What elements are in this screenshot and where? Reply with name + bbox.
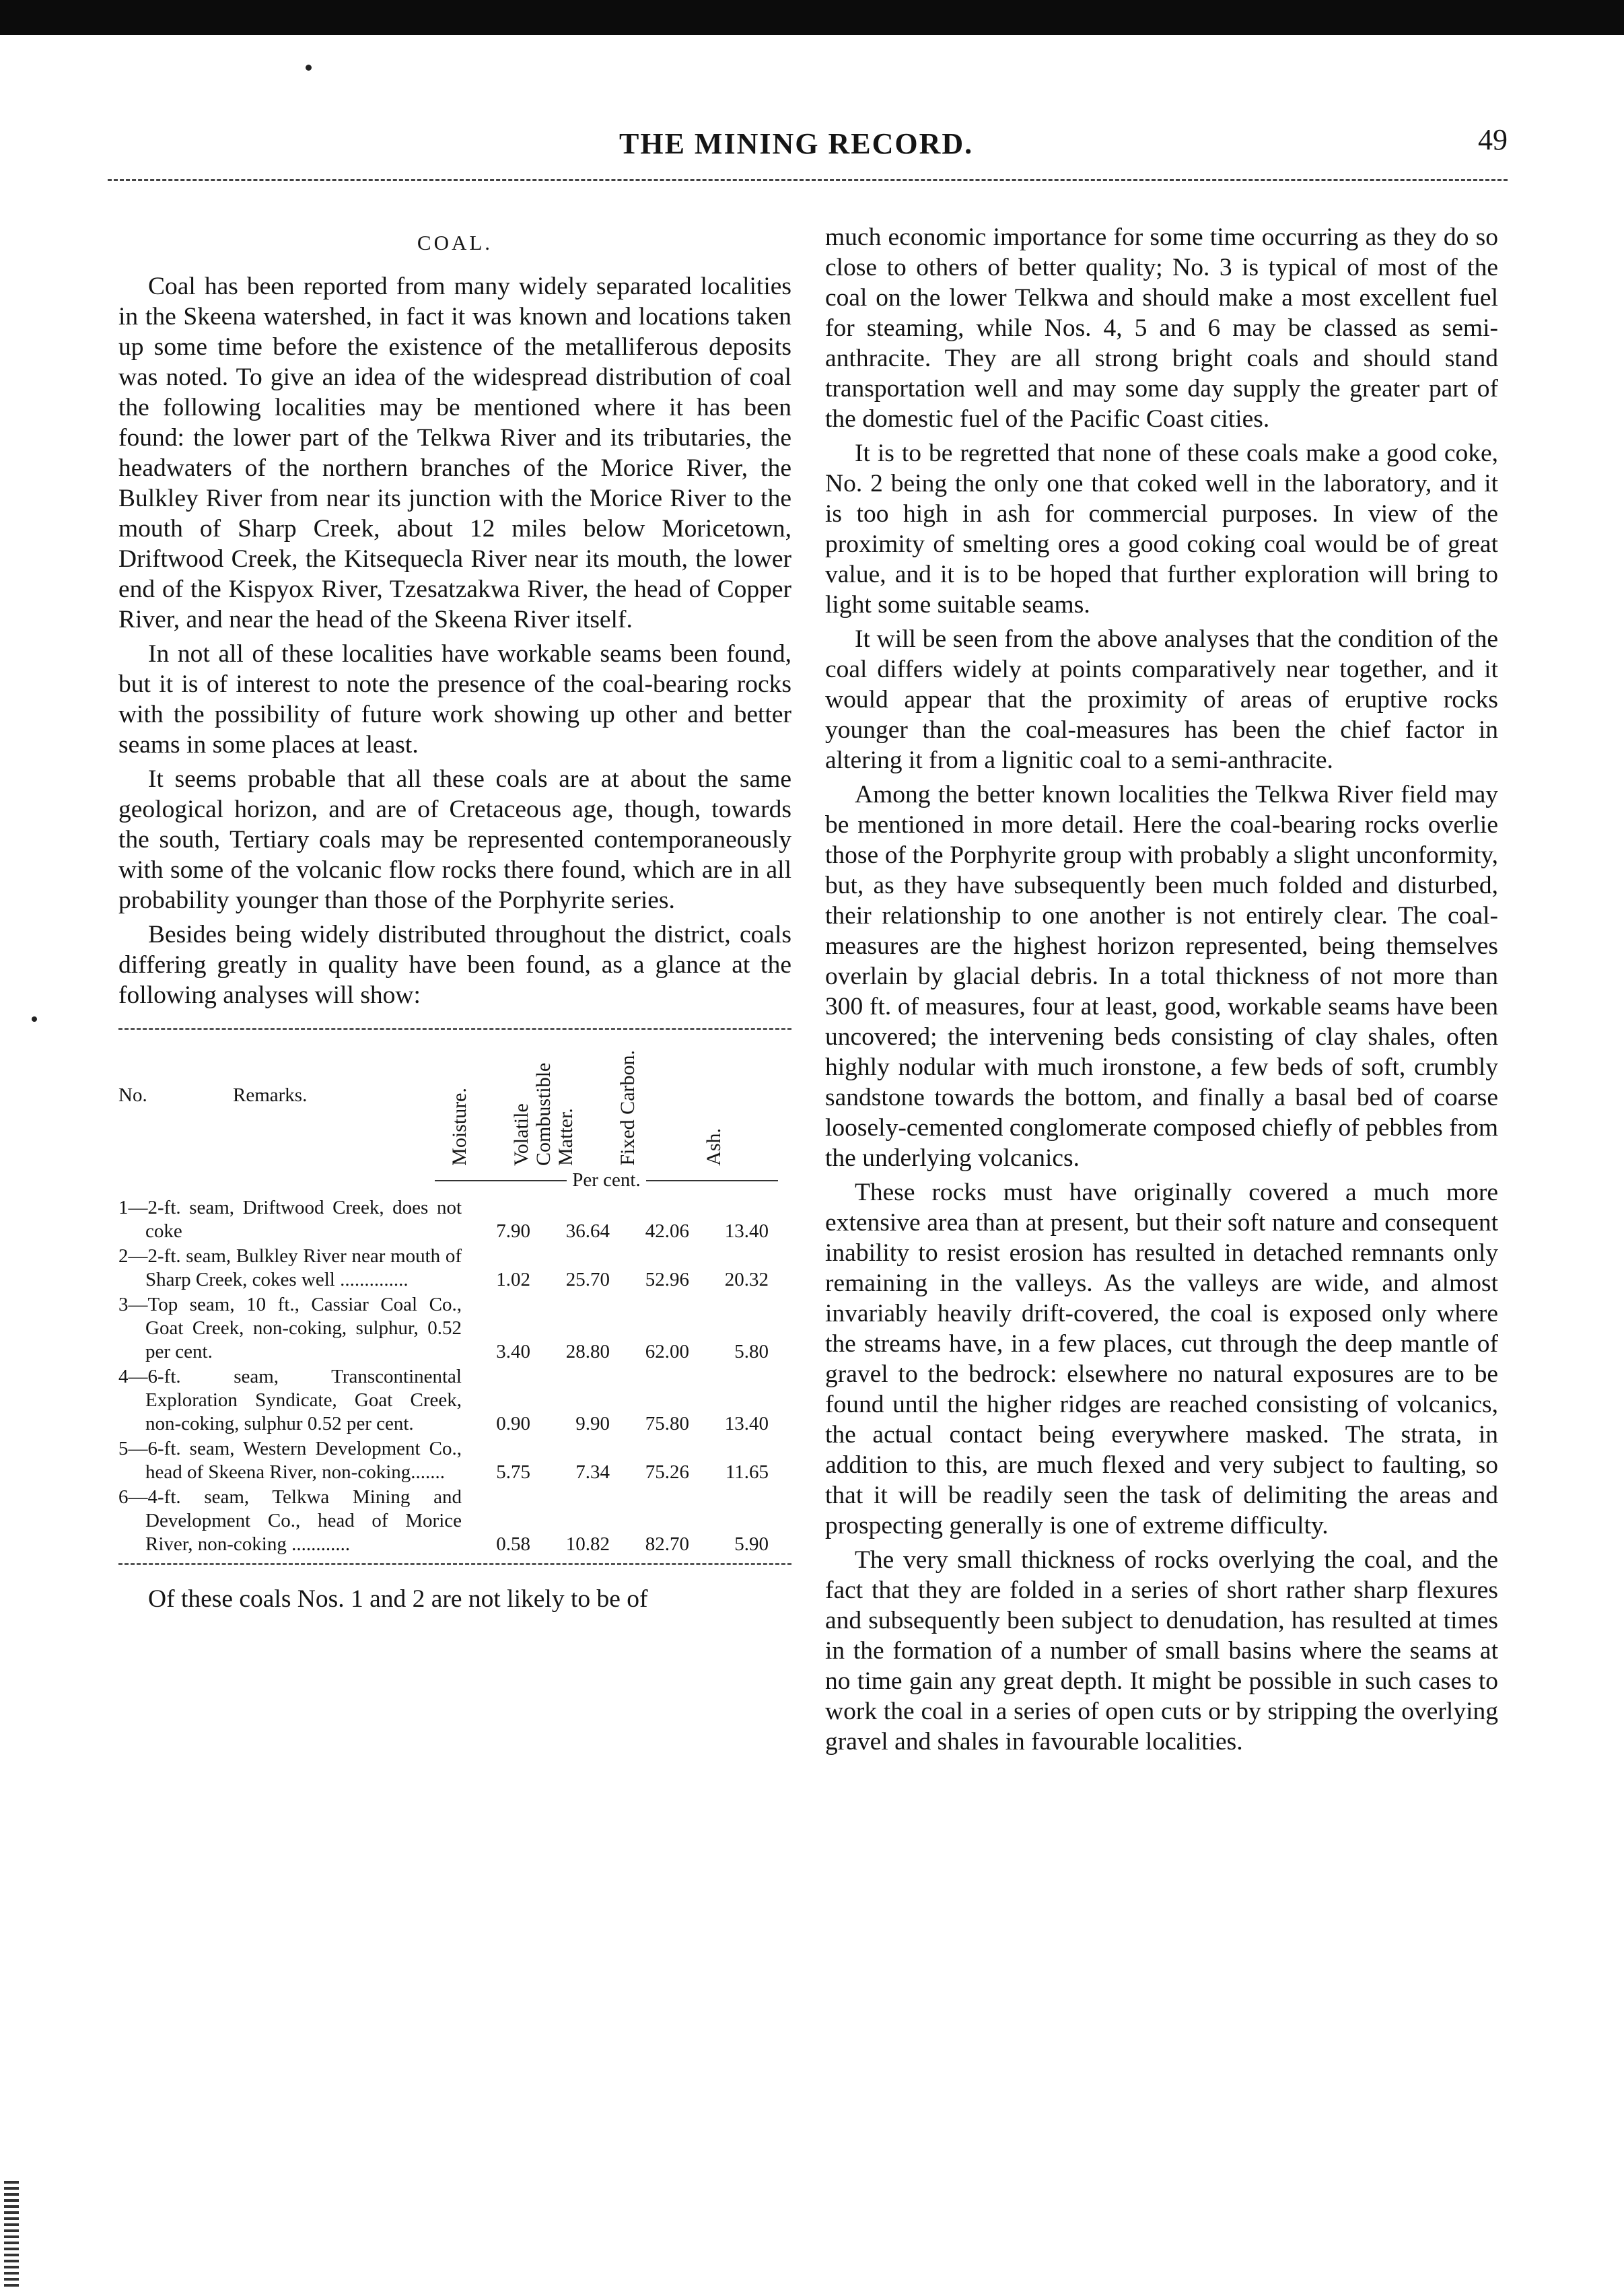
ash-value: 13.40 xyxy=(724,1413,769,1434)
column-header-moisture: Moisture. xyxy=(448,1088,470,1166)
section-heading: COAL. xyxy=(417,231,493,254)
table-row xyxy=(118,1245,791,1292)
row-remark: 2—2-ft. seam, Bulkley River near mouth of Sharp Creek, cokes well .............. xyxy=(118,1245,462,1290)
running-title: THE MINING RECORD. xyxy=(619,127,974,160)
row-remark: 3—Top seam, 10 ft., Cassiar Coal Co., Goat Creek, non-coking, sulphur, 0.52 per cent. xyxy=(118,1294,462,1362)
table-bottom-rule xyxy=(118,1563,791,1565)
column-header-ash: Ash. xyxy=(703,1128,725,1166)
row-remark: 4—6-ft. seam, Transcontinental Exploration Syndicate, Goat Creek, non-coking, sulphur 0.52 per cent. xyxy=(118,1366,462,1434)
row-remark: 6—4-ft. seam, Telkwa Mining and Development Co., head of Morice River, non-coking ............ xyxy=(118,1486,462,1555)
column-header-no: No. xyxy=(118,1084,147,1106)
fixed-carbon-value: 62.00 xyxy=(645,1341,689,1362)
paragraph: It will be seen from the above analyses that the condition of the coal differs widely at points comparatively near together, and it would appear that the proximity of areas of eruptive rocks younger than the coal-measures has been the chief factor in altering it from a lignitic coal to a semi-anthracite. xyxy=(825,625,1498,774)
paragraph: Coal has been reported from many widely separated localities in the Skeena watershed, in fact it was known and locations taken up some time before the existence of the metalliferous deposits was noted. To give an idea of the widespread distribution of coal the following localities may be mentioned where it has been found: the lower part of the Telkwa River and its tributaries, the headwaters of the northern branches of the Morice River, the Bulkley River from near its junction with the Morice River to the mouth of Sharp Creek, about 12 miles below Moricetown, Driftwood Creek, the Kitsequecla River near its mouth, the lower end of the Kispyox River, Tzesatzakwa River, the head of Copper River, and near the head of the Skeena River itself. xyxy=(118,273,791,633)
paragraph: It is to be regretted that none of these coals make a good coke, No. 2 being the only one that coked well in the laboratory, and it is too high in ash for commercial purposes. In view of the proximity of smelting ores a good coking coal would be of great value, and it is to be hoped that further exploration will bring to light some suitable seams. xyxy=(825,440,1498,619)
paragraph: The very small thickness of rocks overlying the coal, and the fact that they are folded in a series of short rather sharp flexures and subsequently been subject to denudation, has resulted at times in the formation of a number of small basins where the seams at no time gain any great depth. It might be possible in such cases to work the coal in a series of open cuts or by stripping the overlying gravel and shales in favourable localities. xyxy=(825,1546,1498,1756)
moisture-value: 0.90 xyxy=(496,1413,530,1434)
fixed-carbon-value: 75.80 xyxy=(645,1413,689,1434)
ash-value: 13.40 xyxy=(724,1220,769,1242)
moisture-value: 1.02 xyxy=(496,1269,530,1290)
table-row xyxy=(118,1196,791,1243)
row-remark: 5—6-ft. seam, Western Development Co., head of Skeena River, non-coking....... xyxy=(118,1438,462,1483)
page-number: 49 xyxy=(1478,123,1508,156)
right-column xyxy=(825,222,1498,1761)
page-header xyxy=(108,113,1508,174)
top-black-border xyxy=(0,0,1624,35)
volatile-value: 9.90 xyxy=(575,1413,610,1434)
ink-speck xyxy=(32,1016,37,1022)
column-header-fixed-carbon: Fixed Carbon. xyxy=(616,1050,639,1166)
paragraph: These rocks must have originally covered a much more extensive area than at present, but their soft nature and consequent inability to resist erosion has resulted in detached remnants only remaining in the valleys. As the valleys are wide, and almost invariably heavily drift-covered, the coal is exposed only where the streams have, in a few places, cut through the deep mantle of gravel to the bedrock: elsewhere no natural exposures are to be found until the higher ridges are reached consisting of volcanics, the actual contact being everywhere masked. The strata, in addition to this, are much flexed and very subject to faulting, so that it will be readily seen the task of delimiting the areas and prospecting generally is one of extreme difficulty. xyxy=(825,1179,1498,1539)
unit-label xyxy=(435,1169,778,1192)
coal-analysis-table xyxy=(118,1028,791,1565)
table-row xyxy=(118,1486,791,1556)
ash-value: 20.32 xyxy=(724,1269,769,1290)
ash-value: 11.65 xyxy=(725,1461,769,1483)
volatile-value: 25.70 xyxy=(565,1269,610,1290)
fixed-carbon-value: 82.70 xyxy=(645,1533,689,1555)
column-header-remarks: Remarks. xyxy=(233,1084,308,1106)
volatile-value: 36.64 xyxy=(565,1220,610,1242)
moisture-value: 3.40 xyxy=(496,1341,530,1362)
fixed-carbon-value: 52.96 xyxy=(645,1269,689,1290)
header-rule xyxy=(108,179,1508,181)
binding-edge-mark xyxy=(4,2181,19,2289)
paragraph: Among the better known localities the Telkwa River field may be mentioned in more detail. Here the coal-bearing rocks overlie those of the Porphyrite group with probably a slight unconformity, but, as they have subsequently been much folded and disturbed, their relationship to one another is not entirely clear. The coal-measures are the highest horizon represented, being themselves overlain by glacial debris. In a total thickness of not more than 300 ft. of measures, four at least, good, workable seams have been uncovered; the intervening beds consisting of clay shales, often highly nodular with much ironstone, a few beds of soft, crumbly sandstone towards the bottom, and finally a basal bed of coarse loosely-cemented conglomerate composed chiefly of pebbles from the underlying volcanics. xyxy=(825,781,1498,1172)
table-row xyxy=(118,1365,791,1436)
moisture-value: 5.75 xyxy=(496,1461,530,1483)
column-header-volatile: Volatile Combustible Matter. xyxy=(510,1062,577,1166)
fixed-carbon-value: 42.06 xyxy=(645,1220,689,1242)
ash-value: 5.90 xyxy=(734,1533,769,1555)
moisture-value: 0.58 xyxy=(496,1533,530,1555)
ink-speck xyxy=(306,65,312,71)
fixed-carbon-value: 75.26 xyxy=(645,1461,689,1483)
left-column xyxy=(118,222,791,1614)
paragraph-continued: Of these coals Nos. 1 and 2 are not likely to be of xyxy=(148,1585,648,1613)
volatile-value: 28.80 xyxy=(565,1341,610,1362)
paragraph: It seems probable that all these coals are at about the same geological horizon, and are of Cretaceous age, though, towards the south, Tertiary coals may be represented contemporaneously with some of the volcanic flow rocks there found, which are in all probability younger than those of the Porphyrite series. xyxy=(118,765,791,914)
table-row xyxy=(118,1437,791,1484)
table-top-rule xyxy=(118,1028,791,1030)
paragraph: much economic importance for some time occurring as they do so close to others of better quality; No. 3 is typical of most of the coal on the lower Telkwa and should make a most excellent fuel for steaming, while Nos. 4, 5 and 6 may be classed as semi-anthracite. They are all strong bright coals and should stand transportation well and may some day supply the greater part of the domestic fuel of the Pacific Coast cities. xyxy=(825,223,1498,433)
row-remark: 1—2-ft. seam, Driftwood Creek, does not coke xyxy=(118,1197,462,1242)
per-cent-label: Per cent. xyxy=(572,1169,641,1191)
volatile-value: 10.82 xyxy=(565,1533,610,1555)
paragraph: In not all of these localities have workable seams been found, but it is of interest to note the presence of the coal-bearing rocks with the possibility of future work showing up other and better seams in some places at least. xyxy=(118,640,791,759)
paragraph: Besides being widely distributed throughout the district, coals differing greatly in quality have been found, as a glance at the following analyses will show: xyxy=(118,921,791,1009)
table-header xyxy=(118,1038,791,1166)
ash-value: 5.80 xyxy=(734,1341,769,1362)
moisture-value: 7.90 xyxy=(496,1220,530,1242)
table-row xyxy=(118,1293,791,1364)
volatile-value: 7.34 xyxy=(575,1461,610,1483)
